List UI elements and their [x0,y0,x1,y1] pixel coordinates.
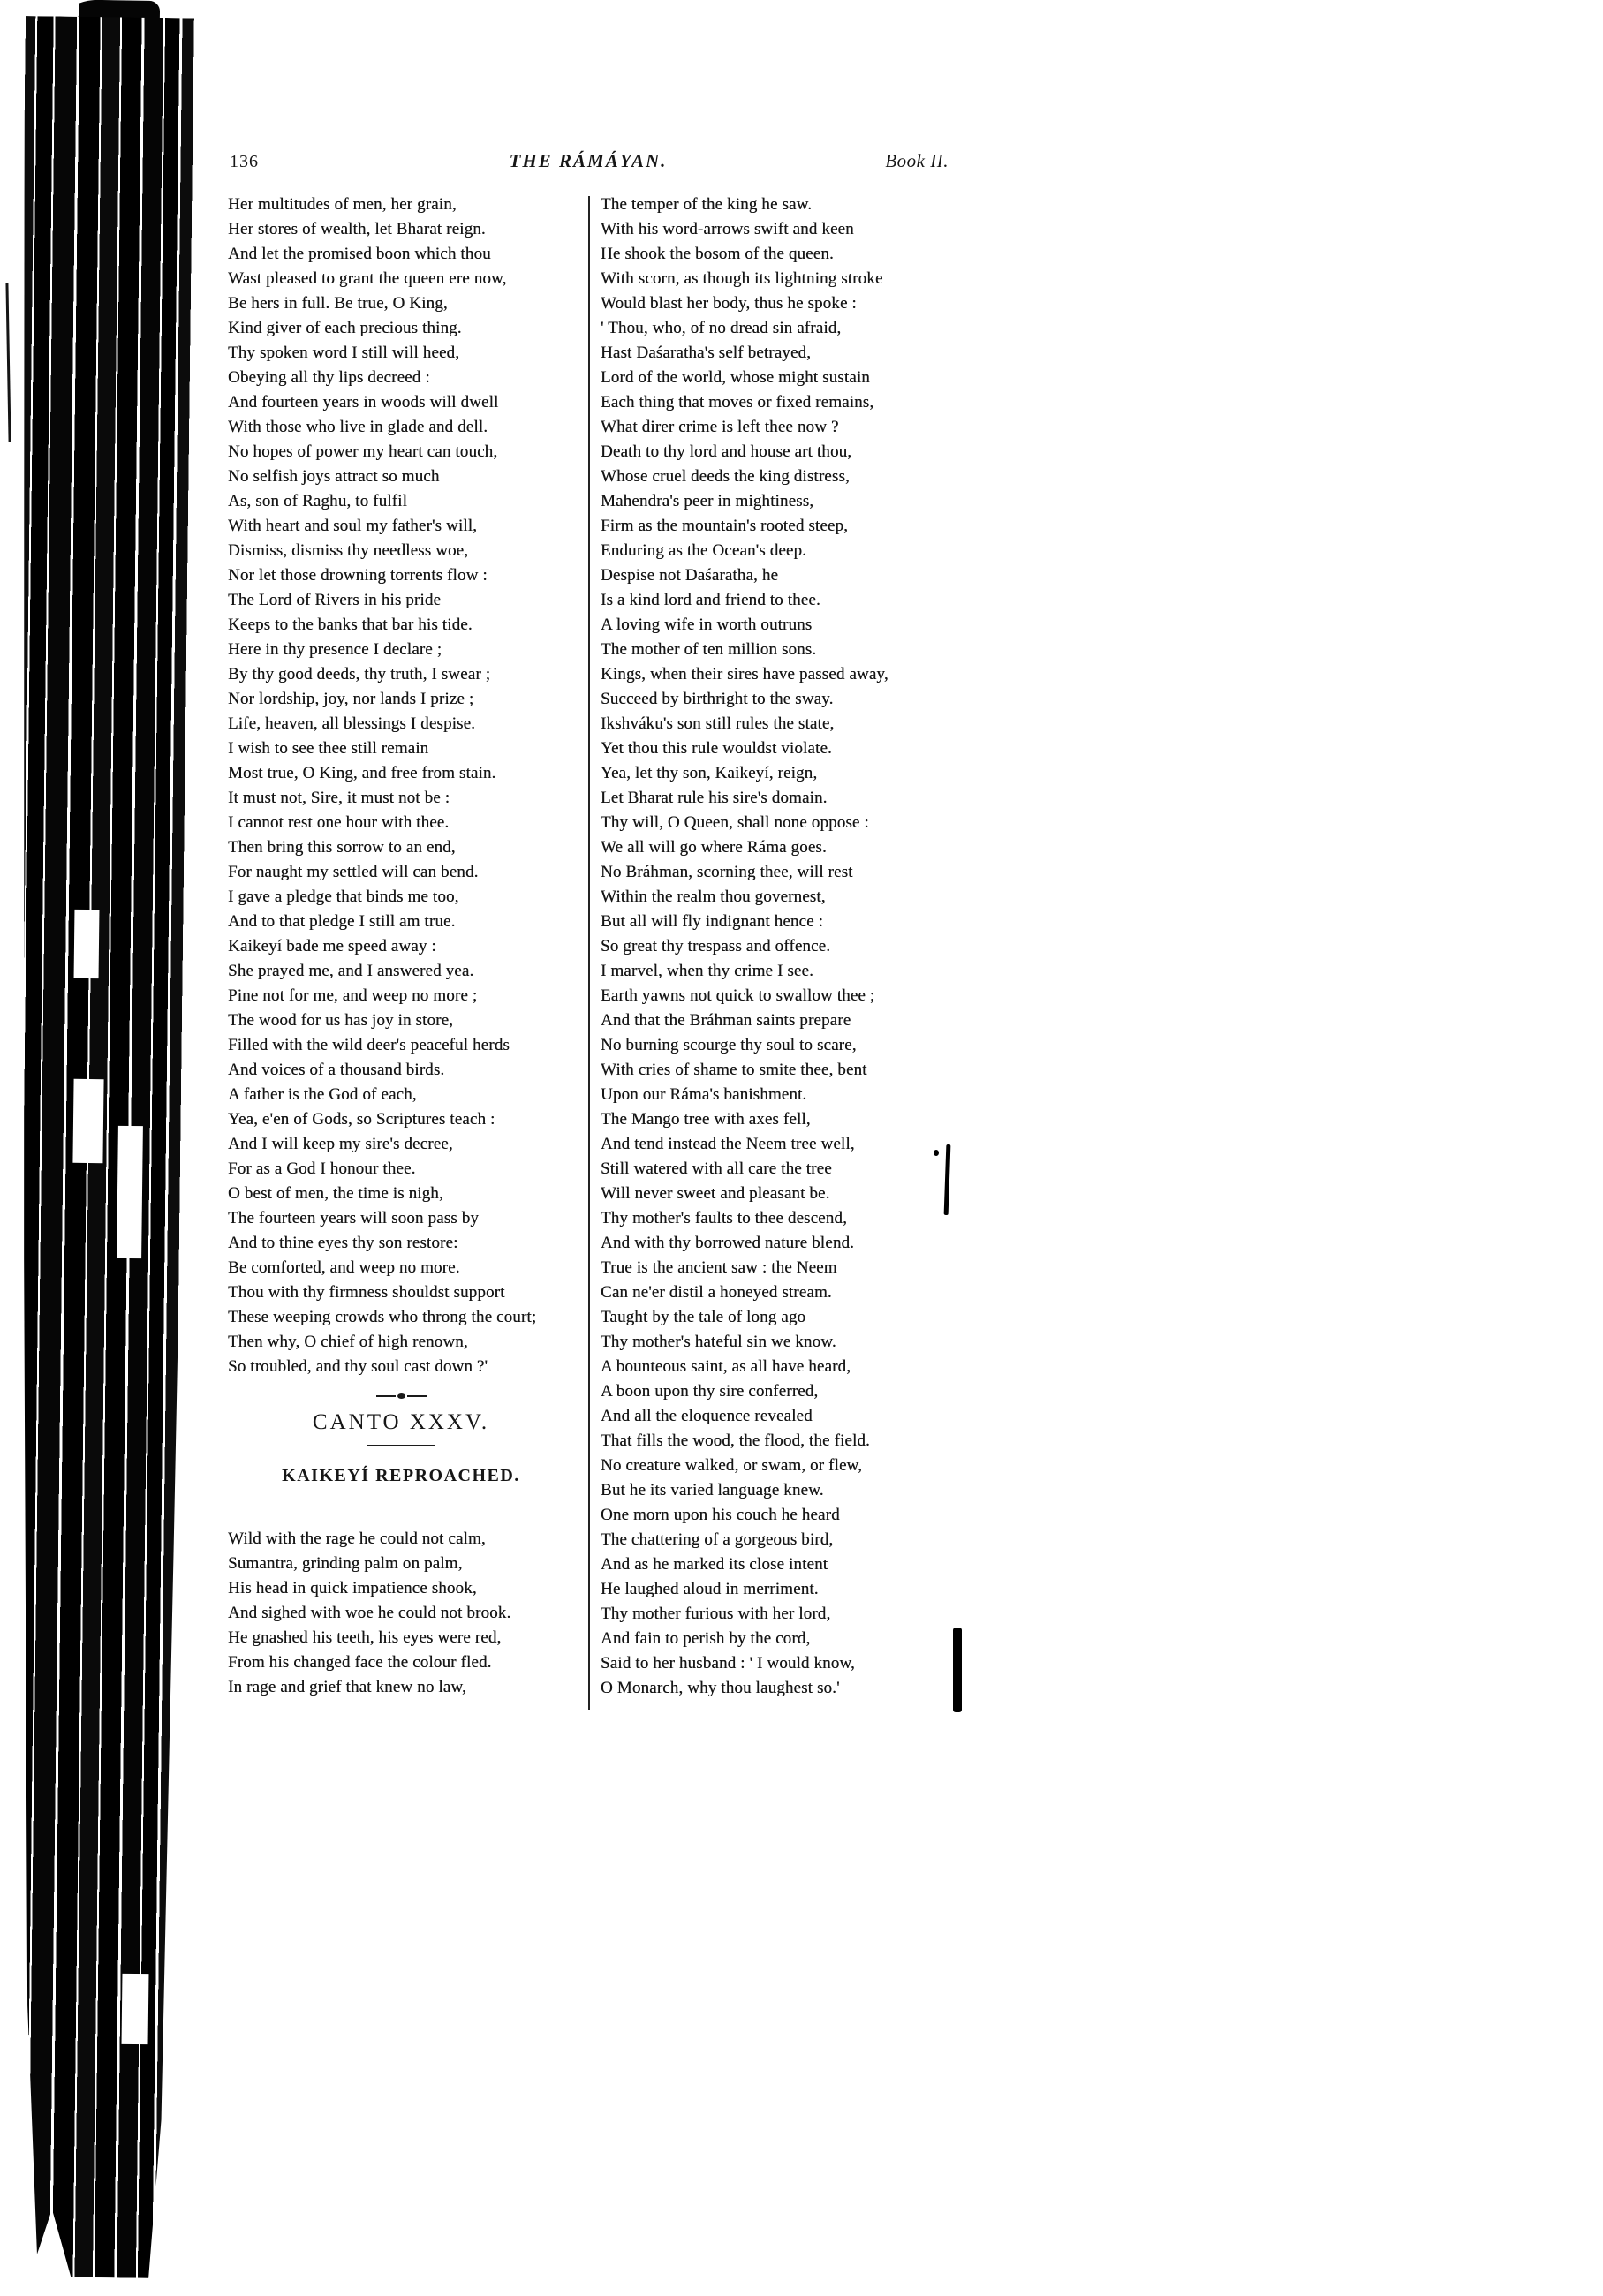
verse-line: And with thy borrowed nature blend. [601,1234,855,1252]
verse-line: A bounteous saint, as all have heard, [601,1357,851,1376]
verse-line: Hast Daśaratha's self betrayed, [601,344,812,362]
verse-line: Keeps to the banks that bar his tide. [228,616,473,634]
verse-line: Wild with the rage he could not calm, [228,1529,486,1548]
verse-line: Thy mother's hateful sin we know. [601,1333,836,1351]
verse-line: Her stores of wealth, let Bharat reign. [228,220,486,238]
verse-line: I cannot rest one hour with thee. [228,813,450,832]
verse-line: His head in quick impatience shook, [228,1579,477,1597]
verse-line: The fourteen years will soon pass by [228,1209,479,1227]
verse-line: And fain to perish by the cord, [601,1629,811,1648]
verse-line: With heart and soul my father's will, [228,517,478,535]
verse-line: What direr crime is left thee now ? [601,418,839,436]
verse-line: Here in thy presence I declare ; [228,640,442,659]
verse-line: And voices of a thousand birds. [228,1061,445,1079]
verse-block [228,193,574,1379]
verse-line: Taught by the tale of long ago [601,1308,806,1326]
verse-line: I wish to see thee still remain [228,739,429,758]
verse-line: He gnashed his teeth, his eyes were red, [228,1628,502,1647]
verse-line: Earth yawns not quick to swallow thee ; [601,986,875,1005]
verse-block [228,1527,574,1700]
verse-line: One morn upon his couch he heard [601,1506,840,1524]
verse-line: Most true, O King, and free from stain. [228,764,496,782]
gutter-stripes [0,16,203,2278]
gutter-white-patch [122,1974,149,2044]
scan-mark [953,1628,962,1712]
gutter-white-patch [72,1079,103,1163]
heading-rule [367,1445,435,1446]
verse-line: No hopes of power my heart can touch, [228,442,498,461]
verse-line: Firm as the mountain's rooted steep, [601,517,849,535]
verse-line: And sighed with woe he could not brook. [228,1604,511,1622]
verse-line: Kind giver of each precious thing. [228,319,462,337]
verse-line: No Bráhman, scorning thee, will rest [601,863,853,881]
verse-line: Upon our Ráma's banishment. [601,1085,807,1104]
verse-line: O Monarch, why thou laughest so.' [601,1679,840,1697]
verse-line: Dismiss, dismiss thy needless woe, [228,541,469,560]
verse-line: Yea, e'en of Gods, so Scriptures teach : [228,1110,495,1129]
verse-line: Her multitudes of men, her grain, [228,195,457,214]
verse-line: Be hers in full. Be true, O King, [228,294,448,313]
gutter-hairline [144,23,159,122]
verse-line: Yea, let thy son, Kaikeyí, reign, [601,764,818,782]
canto-heading: CANTO XXXV. [312,1410,490,1434]
verse-line: The Mango tree with axes fell, [601,1110,811,1129]
verse-line: Let Bharat rule his sire's domain. [601,789,828,807]
verse-line: For naught my settled will can bend. [228,863,479,881]
page-title: THE RÁMÁYAN. [509,150,668,171]
verse-line: And as he marked its close intent [601,1555,828,1574]
verse-line: And all the eloquence revealed [601,1407,813,1425]
verse-line: But he its varied language knew. [601,1481,824,1499]
verse-line: No creature walked, or swam, or flew, [601,1456,863,1475]
left-column [228,193,574,1700]
running-header [228,150,949,178]
verse-line: Still watered with all care the tree [601,1159,832,1178]
page-number: 136 [230,152,259,171]
verse-line: Wast pleased to grant the queen ere now, [228,269,507,288]
verse-line: And to thine eyes thy son restore: [228,1234,458,1252]
verse-line: So troubled, and thy soul cast down ?' [228,1357,488,1376]
verse-line: Despise not Daśaratha, he [601,566,779,585]
ornament-bar [376,1395,396,1397]
verse-line: He laughed aloud in merriment. [601,1580,819,1598]
verse-line: Nor lordship, joy, nor lands I prize ; [228,690,474,708]
verse-line: In rage and grief that knew no law, [228,1678,466,1696]
verse-line: Be comforted, and weep no more. [228,1258,460,1277]
verse-line: Mahendra's peer in mightiness, [601,492,814,510]
verse-line: I marvel, when thy crime I see. [601,962,813,980]
verse-line: The temper of the king he saw. [601,195,813,214]
ornament-dot [397,1393,405,1399]
verse-line: We all will go where Ráma goes. [601,838,827,857]
verse-line: And let the promised boon which thou [228,245,491,263]
book-label: Book II. [885,150,949,171]
verse-line: Enduring as the Ocean's deep. [601,541,807,560]
verse-line: And I will keep my sire's decree, [228,1135,453,1153]
verse-line: Then why, O chief of high renown, [228,1333,468,1351]
verse-line: Ikshváku's son still rules the state, [601,714,835,733]
verse-line: As, son of Raghu, to fulfil [228,492,408,510]
verse-line: Nor let those drowning torrents flow : [228,566,488,585]
verse-line: Life, heaven, all blessings I despise. [228,714,476,733]
verse-line: Thou with thy firmness shouldst support [228,1283,505,1302]
two-column-layout [228,193,949,1710]
gutter-white-patch [74,910,100,978]
verse-line: These weeping crowds who throng the court; [228,1308,537,1326]
verse-line: Thy mother's faults to thee descend, [601,1209,847,1227]
verse-line: Yet thou this rule wouldst violate. [601,739,832,758]
verse-line: With scorn, as though its lightning stroke [601,269,883,288]
verse-line: Sumantra, grinding palm on palm, [228,1554,463,1573]
verse-line: She prayed me, and I answered yea. [228,962,474,980]
verse-line: That fills the wood, the flood, the field. [601,1431,870,1450]
verse-line: Would blast her body, thus he spoke : [601,294,857,313]
verse-line: Thy mother furious with her lord, [601,1605,831,1623]
verse-line: The mother of ten million sons. [601,640,817,659]
verse-line: Succeed by birthright to the sway. [601,690,834,708]
ornament-bar [407,1395,427,1397]
column-divider-rule [588,196,590,1710]
verse-line: Will never sweet and pleasant be. [601,1184,830,1203]
verse-line: Kings, when their sires have passed away, [601,665,888,684]
verse-line: ' Thou, who, of no dread sin afraid, [601,319,842,337]
verse-line: With cries of shame to smite thee, bent [601,1061,867,1079]
section-separator-ornament [228,1393,574,1399]
verse-line: O best of men, the time is nigh, [228,1184,443,1203]
verse-line: Each thing that moves or fixed remains, [601,393,874,412]
verse-line: Filled with the wild deer's peaceful herds [228,1036,510,1054]
verse-line: The chattering of a gorgeous bird, [601,1530,834,1549]
verse-line: Thy will, O Queen, shall none oppose : [601,813,869,832]
verse-line: But all will fly indignant hence : [601,912,824,931]
verse-line: For as a God I honour thee. [228,1159,416,1178]
verse-line: And to that pledge I still am true. [228,912,456,931]
gutter-white-patch [117,1126,143,1258]
verse-line: Can ne'er distil a honeyed stream. [601,1283,832,1302]
verse-line: He shook the bosom of the queen. [601,245,834,263]
verse-line: Death to thy lord and house art thou, [601,442,852,461]
verse-line: Then bring this sorrow to an end, [228,838,456,857]
verse-line: A boon upon thy sire conferred, [601,1382,819,1401]
verse-line: The Lord of Rivers in his pride [228,591,442,609]
verse-line: Lord of the world, whose might sustain [601,368,870,387]
gutter-white-notch [57,0,79,25]
verse-line: With those who live in glade and dell. [228,418,488,436]
printed-text-block [228,150,949,1710]
verse-line: True is the ancient saw : the Neem [601,1258,837,1277]
verse-line: Pine not for me, and weep no more ; [228,986,478,1005]
verse-line: Whose cruel deeds the king distress, [601,467,850,486]
verse-line: So great thy trespass and offence. [601,937,831,955]
right-column [601,193,947,1701]
verse-line: Thy spoken word I still will heed, [228,344,460,362]
verse-line: Is a kind lord and friend to thee. [601,591,820,609]
verse-line: And fourteen years in woods will dwell [228,393,499,412]
verse-line: No burning scourge thy soul to scare, [601,1036,857,1054]
gutter-edge-line [5,283,11,442]
verse-line: No selfish joys attract so much [228,467,440,486]
verse-line: Kaikeyí bade me speed away : [228,937,436,955]
verse-line: Within the realm thou governest, [601,887,826,906]
canto-subtitle: KAIKEYÍ REPROACHED. [282,1466,520,1485]
verse-line: Obeying all thy lips decreed : [228,368,430,387]
gutter-ink-blob [43,0,160,125]
verse-line: And that the Bráhman saints prepare [601,1011,851,1030]
verse-line: With his word-arrows swift and keen [601,220,854,238]
verse-line: A loving wife in worth outruns [601,616,813,634]
verse-line: A father is the God of each, [228,1085,417,1104]
verse-line: By thy good deeds, thy truth, I swear ; [228,665,491,684]
verse-block [601,193,947,1701]
verse-line: Said to her husband : ' I would know, [601,1654,855,1673]
verse-line: From his changed face the colour fled. [228,1653,492,1672]
scan-gutter-artifact [0,0,238,2296]
verse-line: And tend instead the Neem tree well, [601,1135,855,1153]
verse-line: It must not, Sire, it must not be : [228,789,450,807]
verse-line: I gave a pledge that binds me too, [228,887,459,906]
verse-line: The wood for us has joy in store, [228,1011,454,1030]
